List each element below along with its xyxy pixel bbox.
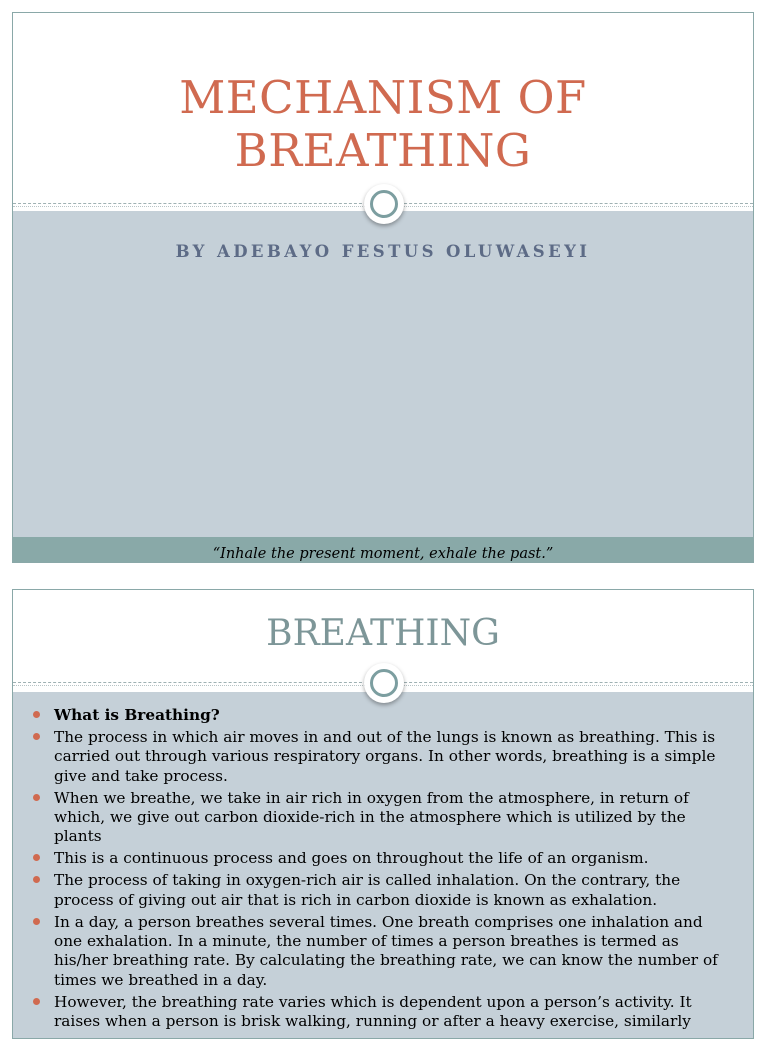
list-item (33, 849, 735, 868)
ring-icon (364, 184, 404, 224)
slide-2-title: BREATHING (266, 613, 500, 654)
list-item-text: The process of taking in oxygen-rich air is called inhalation. On the contrary, the process of giving out air that is rich in carbon dioxide is known as exhalation. (54, 871, 681, 909)
list-item-text: In a day, a person breathes several times. One breath comprises one inhalation and one exhalation. In a minute, the number of times a person breathes is termed as his/her breathing rate. By calculating the breathing rate, we can know the number of times we breathed in a day. (54, 912, 718, 989)
list-item (33, 913, 735, 991)
list-item-text: This is a continuous process and goes on throughout the life of an organism. (54, 849, 649, 868)
quote-footer (13, 537, 753, 563)
bullet-icon (33, 918, 40, 925)
bullet-icon (33, 711, 40, 718)
list-item-text: However, the breathing rate varies which is dependent upon a person’s activity. It raises when a person is brisk walking, running or after a heavy exercise, similarly (54, 992, 692, 1031)
bullet-icon (33, 854, 40, 861)
list-item-text: When we breathe, we take in air rich in oxygen from the atmosphere, in return of which, we give out carbon dioxide-rich in the atmosphere which is utilized by the plants (54, 788, 689, 846)
slide-1-title (13, 71, 753, 177)
title-line-1: MECHANISM OF (179, 71, 587, 124)
slide-1-subtitle: BY ADEBAYO FESTUS OLUWASEYI (175, 242, 591, 261)
quote-text: “Inhale the present moment, exhale the past.” (212, 546, 554, 562)
slide-2 (12, 589, 754, 1039)
list-item (33, 993, 735, 1032)
ring-icon (364, 663, 404, 703)
list-item-text: What is Breathing? (54, 706, 220, 724)
list-item (33, 871, 735, 910)
bullet-icon (33, 794, 40, 801)
slide-1 (12, 12, 754, 563)
bullet-icon (33, 733, 40, 740)
list-item (33, 728, 735, 786)
list-item-text: The process in which air moves in and out of the lungs is known as breathing. This is carried out through various respiratory organs. In other words, breathing is a simple give and take process. (54, 727, 716, 785)
bullet-icon (33, 998, 40, 1005)
bullet-icon (33, 876, 40, 883)
title-line-2: BREATHING (234, 124, 532, 177)
list-item (33, 706, 735, 725)
bullet-list (33, 706, 735, 1034)
list-item (33, 789, 735, 847)
